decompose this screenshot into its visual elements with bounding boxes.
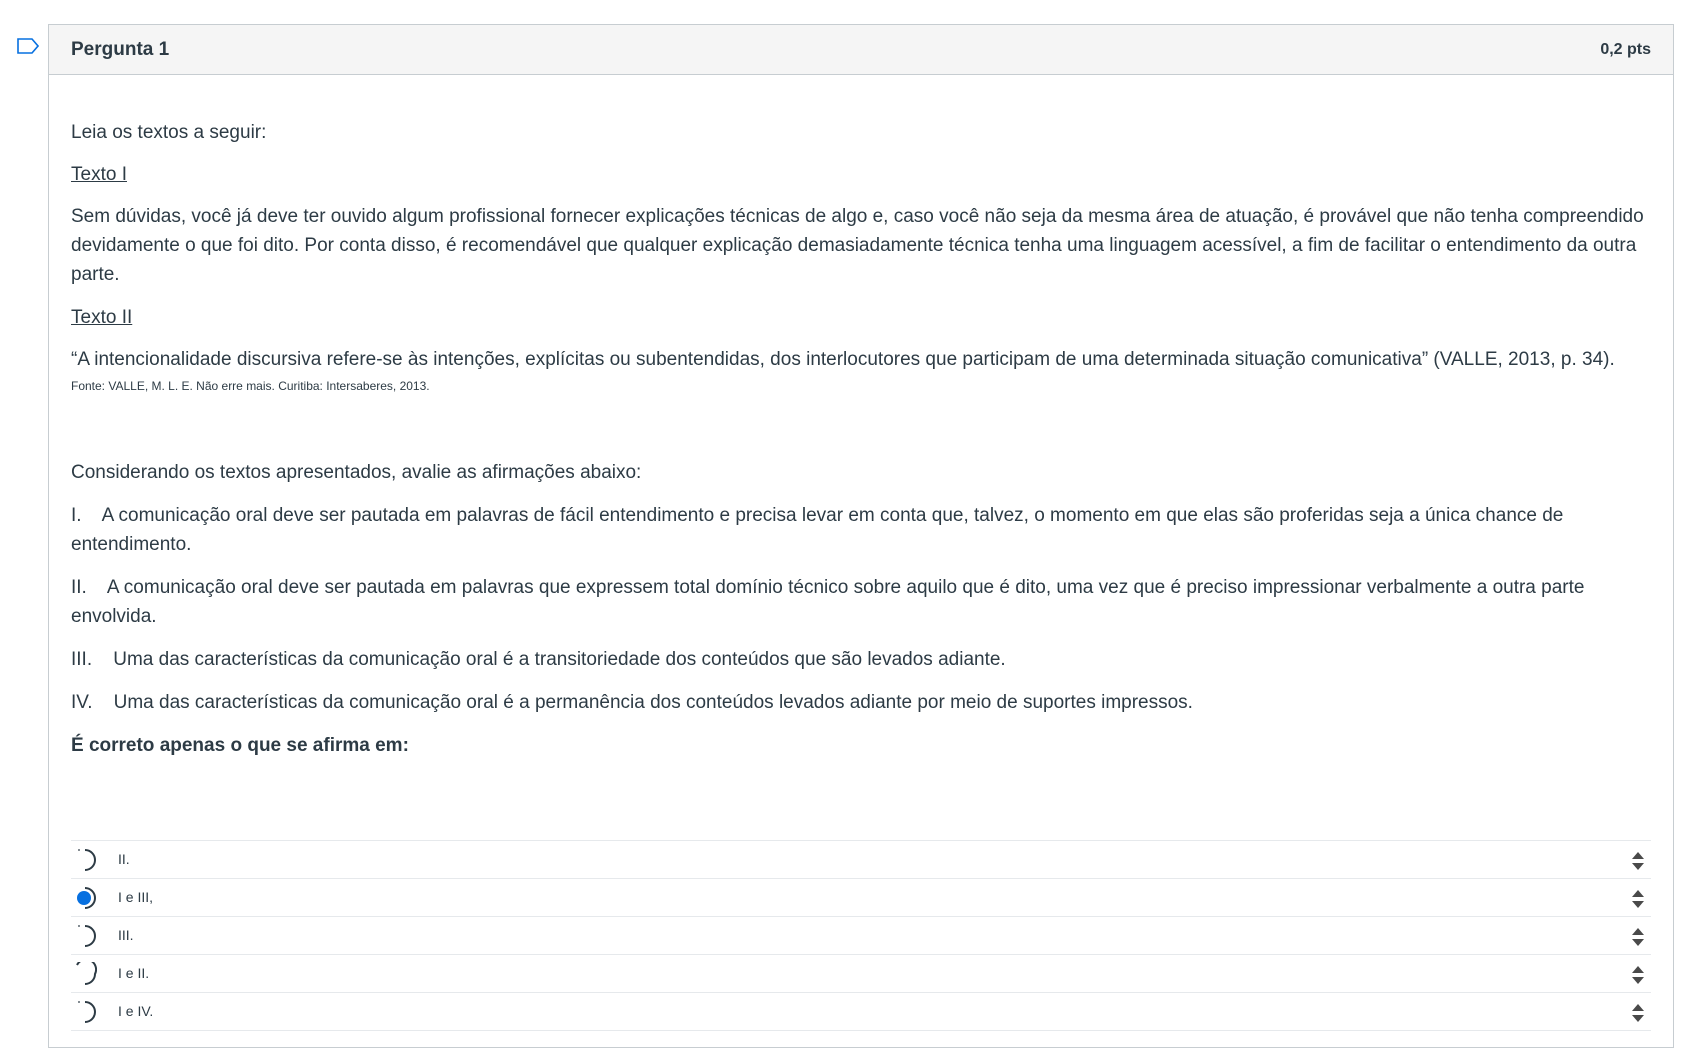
radio-unchecked-icon[interactable]	[75, 962, 97, 986]
statement-1: I. A comunicação oral deve ser pautada em palavras de fácil entendimento e precisa levar em conta que, talvez, o momento em que elas são proferidas seja a única chance de entendimento.	[71, 505, 1569, 555]
text2-body: “A intencionalidade discursiva refere-se às intenções, explícitas ou subentendidas, dos interlocutores que participam de uma determinada situação comunicativa” (VALLE, 2013, p. 34).	[71, 349, 1615, 370]
answer-label: I e IV.	[118, 1003, 154, 1019]
radio-checked-icon[interactable]	[75, 886, 97, 910]
statement-2: II. A comunicação oral deve ser pautada em palavras que expressem total domínio técnico sobre aquilo que é dito, uma vez que é preciso impressionar verbalmente a outra parte envolvida.	[71, 577, 1590, 627]
answer-list	[71, 840, 1651, 1031]
answer-option[interactable]	[71, 841, 1651, 879]
sort-arrows-icon[interactable]	[1631, 926, 1645, 948]
answer-label: I e II.	[118, 965, 150, 981]
question-points: 0,2 pts	[1600, 40, 1651, 58]
sort-arrows-icon[interactable]	[1631, 850, 1645, 872]
question-prompt: Considerando os textos apresentados, avalie as afirmações abaixo:	[71, 462, 642, 483]
text2-title: Texto II	[71, 307, 133, 328]
radio-unchecked-icon[interactable]	[75, 924, 97, 948]
statement-3: III. Uma das características da comunicação oral é a transitoriedade dos conteúdos que são levados adiante.	[71, 649, 1006, 670]
answer-option[interactable]	[71, 993, 1651, 1031]
answer-option[interactable]	[71, 879, 1651, 917]
question-intro: Leia os textos a seguir:	[71, 122, 267, 143]
sort-arrows-icon[interactable]	[1631, 1002, 1645, 1024]
question-ask: É correto apenas o que se afirma em:	[71, 735, 409, 756]
flag-question-icon[interactable]	[17, 38, 39, 54]
sort-arrows-icon[interactable]	[1631, 888, 1645, 910]
radio-unchecked-icon[interactable]	[75, 848, 97, 872]
answer-label: III.	[118, 927, 134, 943]
answer-option[interactable]	[71, 955, 1651, 993]
question-card	[48, 24, 1674, 1048]
radio-unchecked-icon[interactable]	[75, 1000, 97, 1024]
sort-arrows-icon[interactable]	[1631, 964, 1645, 986]
question-header	[49, 25, 1673, 75]
answer-label: I e III,	[118, 889, 154, 905]
statement-4: IV. Uma das características da comunicação oral é a permanência dos conteúdos levados adiante por meio de suportes impressos.	[71, 692, 1193, 713]
answer-label: II.	[118, 851, 130, 867]
text1-body: Sem dúvidas, você já deve ter ouvido algum profissional fornecer explicações técnicas de algo e, caso você não seja da mesma área de atuação, é provável que não tenha compreendido devidamente o que foi dito. Por conta disso, é recomendável que qualquer explicação demasiadamente técnica tenha uma linguagem acessível, a fim de facilitar o entendimento da outra parte.	[71, 206, 1644, 285]
question-body	[49, 75, 1673, 760]
source-citation: Fonte: VALLE, M. L. E. Não erre mais. Curitiba: Intersaberes, 2013.	[71, 379, 430, 393]
question-title: Pergunta 1	[71, 38, 170, 60]
text1-title: Texto I	[71, 164, 127, 185]
answer-option[interactable]	[71, 917, 1651, 955]
